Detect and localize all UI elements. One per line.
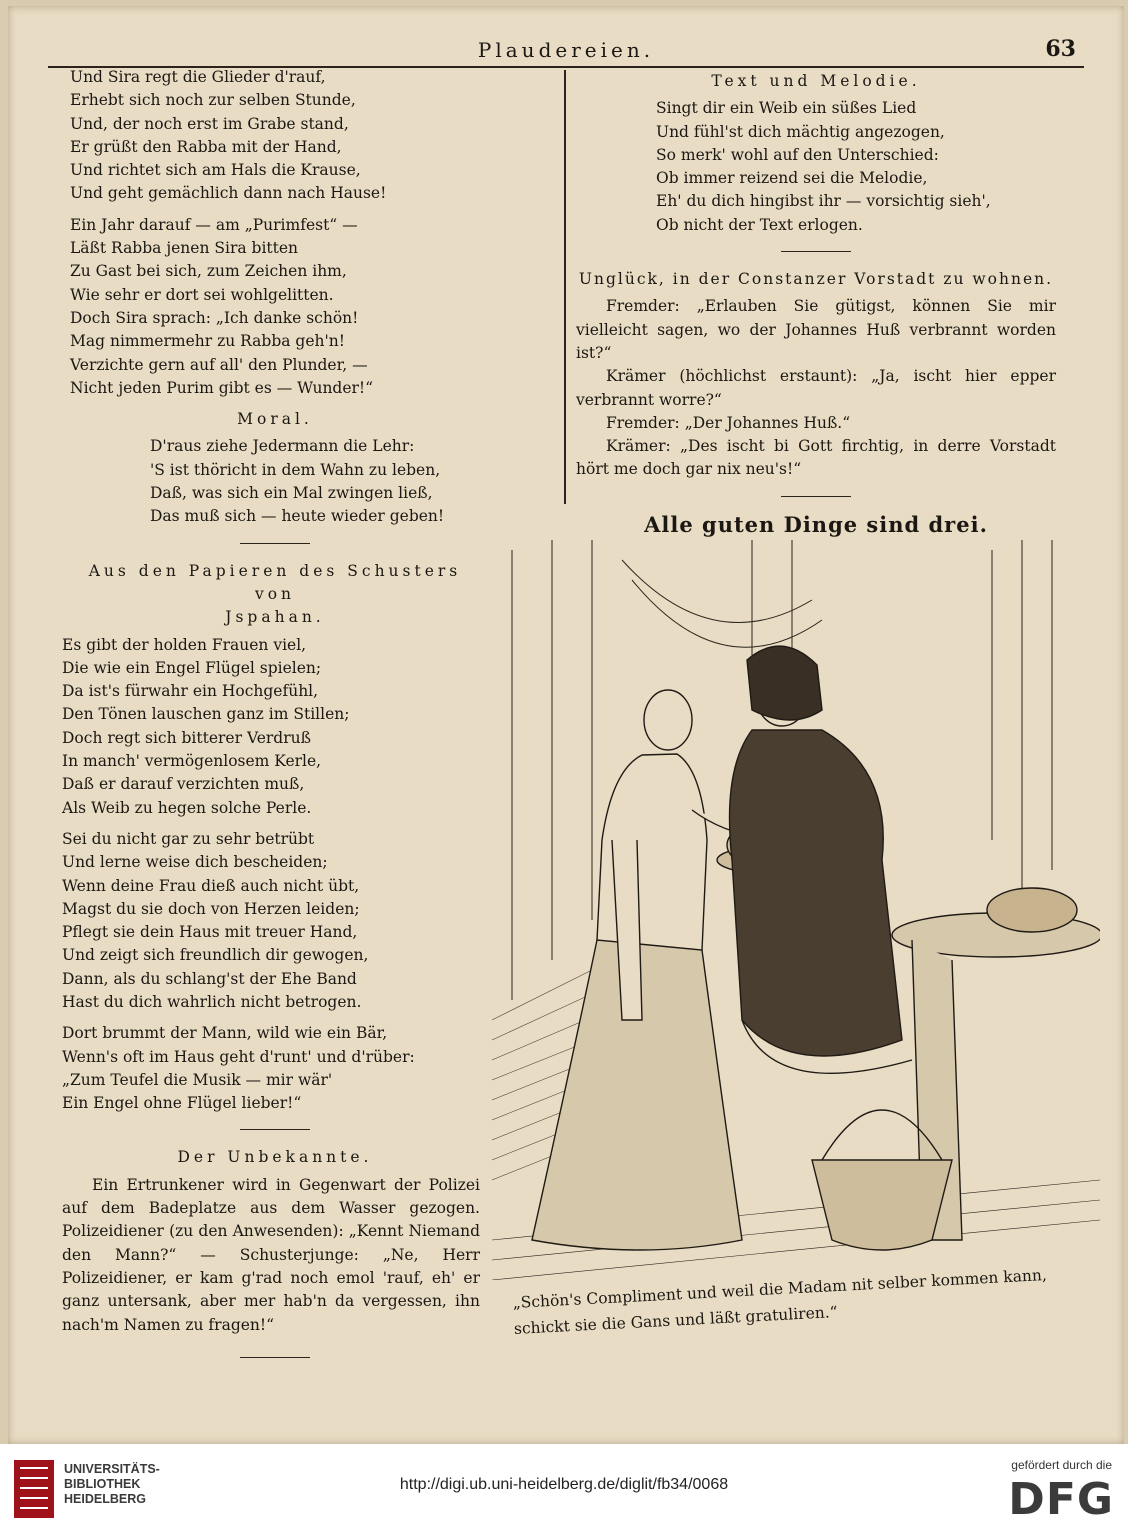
institution-line: BIBLIOTHEK	[64, 1477, 141, 1491]
poem-line: Ob immer reizend sei die Melodie,	[656, 169, 928, 188]
poem-line: Wenn deine Frau dieß auch nicht übt,	[62, 876, 360, 895]
paragraph: Fremder: „Erlauben Sie gütigst, können Sie mir vielleicht sagen, wo der Johannes Huß verbrannt worden ist?“	[576, 297, 1056, 362]
poem-line: Er grüßt den Rabba mit der Hand,	[70, 137, 342, 156]
poem-line: In manch' vermögenlosem Kerle,	[62, 752, 322, 771]
moral-stanza	[70, 435, 480, 528]
poem-line: Daß, was sich ein Mal zwingen ließ,	[150, 484, 433, 503]
section-separator	[240, 543, 310, 544]
poem-line: Erhebt sich noch zur selben Stunde,	[70, 91, 356, 110]
poem-line: Mag nimmermehr zu Rabba geh'n!	[70, 332, 345, 351]
right-column	[576, 66, 1056, 536]
poem-line: Die wie ein Engel Flügel spielen;	[62, 658, 322, 677]
dfg-logo: DFG	[1008, 1474, 1114, 1525]
poem-line: Wenn's oft im Haus geht d'runt' und d'rüber:	[62, 1047, 415, 1066]
constanz-dialogue	[576, 295, 1056, 481]
source-url-link[interactable]: http://digi.ub.uni-heidelberg.de/diglit/fb34/0068	[399, 1476, 729, 1493]
paragraph: Krämer: „Des ischt bi Gott firchtig, in derre Vorstadt hört me doch gar nix neu's!“	[576, 437, 1056, 479]
poem-line: Es gibt der holden Frauen viel,	[62, 635, 307, 654]
poem-line: „Zum Teufel die Musik — mir wär'	[62, 1070, 333, 1089]
poem-line: Wie sehr er dort sei wohlgelitten.	[70, 285, 334, 304]
column-divider	[564, 70, 566, 504]
poem-line: Und geht gemächlich dann nach Hause!	[70, 184, 387, 203]
poem-line: Sei du nicht gar zu sehr betrübt	[62, 829, 315, 848]
page-title: Plaudereien.	[477, 38, 655, 62]
poem-line: Da ist's fürwahr ein Hochgefühl,	[62, 682, 319, 701]
poem-line: Ob nicht der Text erlogen.	[656, 215, 863, 234]
poem-line: Das muß sich — heute wieder geben!	[150, 507, 445, 526]
section-heading-constanz: Unglück, in der Constanzer Vorstadt zu wohnen.	[578, 270, 1054, 289]
schuster-stanza-2	[62, 828, 480, 1014]
moral-heading: Moral.	[237, 410, 313, 429]
poem-line: Nicht jeden Purim gibt es — Wunder!“	[70, 378, 374, 397]
poem-line: Dort brummt der Mann, wild wie ein Bär,	[62, 1024, 388, 1043]
poem-line: Singt dir ein Weib ein süßes Lied	[656, 99, 917, 118]
unbekannte-text	[62, 1174, 480, 1337]
section-separator	[240, 1357, 310, 1358]
poem-line: Und richtet sich am Hals die Krause,	[70, 161, 361, 180]
institution-line: UNIVERSITÄTS-	[64, 1462, 160, 1476]
poem-line: Pflegt sie dein Haus mit treuer Hand,	[62, 923, 358, 942]
paragraph: Krämer (höchlichst erstaunt): „Ja, ischt hier epper verbrannt worre?“	[576, 367, 1056, 409]
poem-line: Zu Gast bei sich, zum Zeichen ihm,	[70, 262, 347, 281]
poem-line: Und zeigt sich freundlich dir gewogen,	[62, 946, 369, 965]
section-heading-unbekannte: Der Unbekannte.	[177, 1148, 373, 1167]
engraving-illustration	[492, 540, 1100, 1280]
page-header	[48, 34, 1084, 68]
poem-part-1	[70, 66, 480, 206]
section-separator	[781, 496, 851, 497]
page-number: 63	[1045, 36, 1076, 62]
poem-line: Und fühl'st dich mächtig angezogen,	[656, 122, 945, 141]
paragraph: Ein Ertrunkener wird in Gegenwart der Polizei auf dem Badeplatze aus dem Wasser gezogen. Polizeidiener (zu den Anwesenden): „Kennt Niemand den Mann?“ — Schusterjunge: „Ne, Herr Polizeidiener, er kam g'rad noch emol 'rauf, eh' er ganz untersank, aber mer hab'n da vergessen, ihn nach'm Namen zu fragen!“	[62, 1175, 480, 1334]
poem-line: Und, der noch erst im Grabe stand,	[70, 114, 349, 133]
section-separator	[781, 251, 851, 252]
paragraph: Fremder: „Der Johannes Huß.“	[606, 413, 851, 432]
poem-line: Doch Sira sprach: „Ich danke schön!	[70, 308, 359, 327]
poem-line: 'S ist thöricht in dem Wahn zu leben,	[150, 460, 441, 479]
schuster-stanza-3	[62, 1022, 480, 1115]
illustration-title: Alle guten Dinge sind drei.	[644, 511, 988, 537]
section-separator	[240, 1129, 310, 1130]
poem-line: So merk' wohl auf den Unterschied:	[656, 145, 939, 164]
poem-part-2	[70, 214, 480, 400]
poem-line: Doch regt sich bitterer Verdruß	[62, 728, 311, 747]
institution-line: HEIDELBERG	[64, 1492, 146, 1506]
section-heading-text-melodie: Text und Melodie.	[711, 72, 921, 90]
text-melodie-poem	[576, 97, 1056, 237]
poem-line: Läßt Rabba jenen Sira bitten	[70, 239, 299, 258]
poem-line: Verzichte gern auf all' den Plunder, —	[70, 355, 368, 374]
section-heading-schuster	[70, 560, 480, 630]
schuster-stanza-1	[62, 634, 480, 820]
poem-line: Den Tönen lauschen ganz im Stillen;	[62, 705, 350, 724]
poem-line: Und Sira regt die Glieder d'rauf,	[70, 68, 326, 86]
poem-line: Hast du dich wahrlich nicht betrogen.	[62, 992, 362, 1011]
lady-figure	[730, 646, 913, 1073]
poem-line: Als Weib zu hegen solche Perle.	[62, 798, 312, 817]
poem-line: Daß er darauf verzichten muß,	[62, 775, 305, 794]
funding-label: gefördert durch die	[1011, 1458, 1112, 1472]
caption-line: „Schön's Compliment und weil die Madam nit selber kommen kann,	[512, 1266, 1048, 1312]
footer-bar	[0, 1444, 1128, 1530]
poem-line: D'raus ziehe Jedermann die Lehr:	[150, 437, 415, 456]
left-column	[62, 66, 480, 1374]
poem-line: Dann, als du schlang'st der Ehe Band	[62, 969, 357, 988]
poem-line: Eh' du dich hingibst ihr — vorsichtig sieh',	[656, 192, 991, 211]
poem-line: Magst du sie doch von Herzen leiden;	[62, 899, 360, 918]
poem-line: Ein Engel ohne Flügel lieber!“	[62, 1094, 302, 1113]
caption-line: schickt sie die Gans und läßt gratuliren.“	[513, 1303, 838, 1338]
heading-line: Jspahan.	[225, 608, 325, 627]
poem-line: Und lerne weise dich bescheiden;	[62, 853, 328, 872]
poem-line: Ein Jahr darauf — am „Purimfest“ —	[70, 215, 358, 234]
heading-line: Aus den Papieren des Schusters von	[88, 561, 462, 603]
